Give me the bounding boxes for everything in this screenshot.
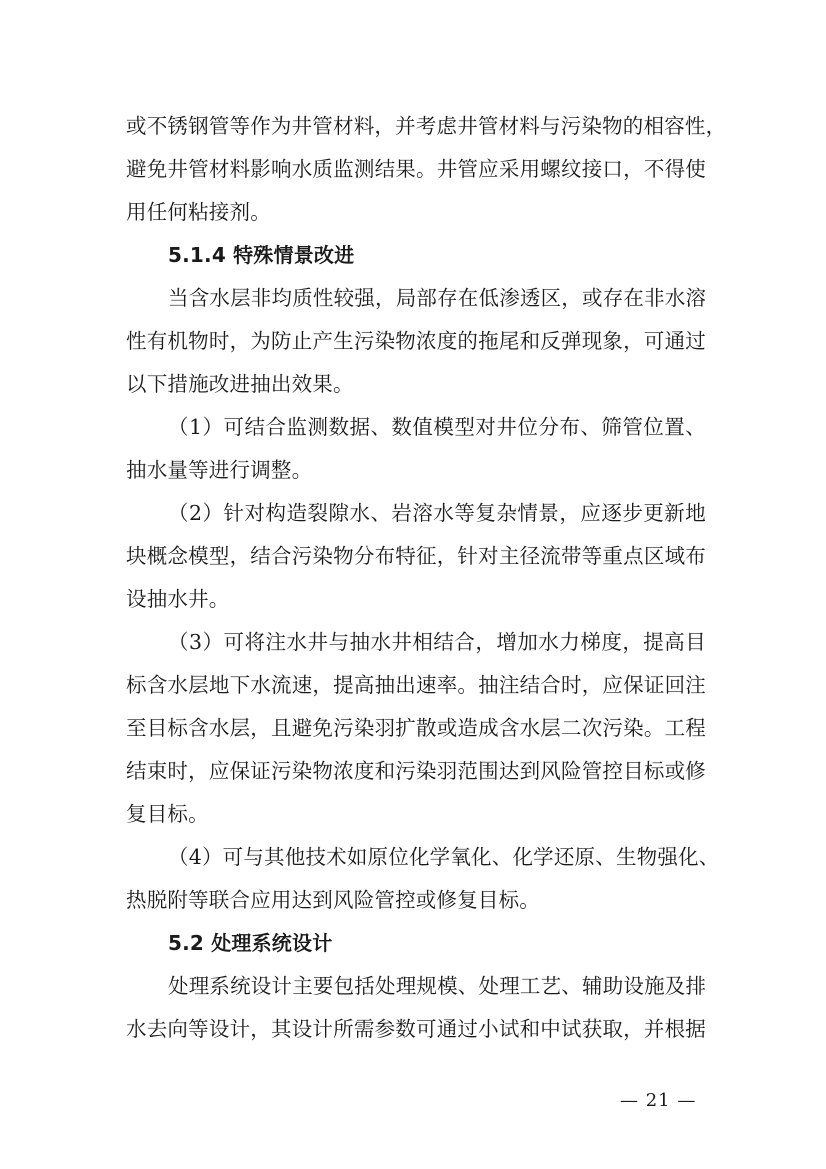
paragraph-line: 避免井管材料影响水质监测结果。井管应采用螺纹接口，不得使 [126, 157, 706, 181]
paragraph-line: 块概念模型，结合污染物分布特征，针对主径流带等重点区域布 [126, 544, 706, 568]
paragraph-line: 用任何粘接剂。 [126, 200, 271, 224]
page-number: — 21 — [620, 1090, 697, 1111]
paragraph-line: 以下措施改进抽出效果。 [126, 372, 354, 396]
paragraph-line: 水去向等设计，其设计所需参数可通过小试和中试获取，并根据 [126, 1017, 706, 1041]
paragraph-line: 抽水量等进行调整。 [126, 458, 313, 482]
paragraph-line: 热脱附等联合应用达到风险管控或修复目标。 [126, 888, 540, 912]
paragraph-line: 当含水层非均质性较强，局部存在低渗透区，或存在非水溶 [168, 286, 707, 310]
section-heading-5-2: 5.2 处理系统设计 [168, 931, 333, 955]
list-item-2: （2）针对构造裂隙水、岩溶水等复杂情景，应逐步更新地 [168, 501, 706, 525]
paragraph-line: 至目标含水层，且避免污染羽扩散或造成含水层二次污染。工程 [126, 716, 706, 740]
paragraph-line: 结束时，应保证污染物浓度和污染羽范围达到风险管控目标或修 [126, 759, 706, 783]
list-item-1: （1）可结合监测数据、数值模型对井位分布、筛管位置、 [168, 415, 706, 439]
section-heading-5-1-4: 5.1.4 特殊情景改进 [168, 243, 355, 267]
list-item-3: （3）可将注水井与抽水井相结合，增加水力梯度，提高目 [168, 630, 706, 654]
paragraph-line: 或不锈钢管等作为井管材料，并考虑井管材料与污染物的相容性， [126, 114, 727, 138]
paragraph-line: 标含水层地下水流速，提高抽出速率。抽注结合时，应保证回注 [126, 673, 706, 697]
paragraph-line: 设抽水井。 [126, 587, 230, 611]
paragraph-line: 复目标。 [126, 802, 209, 826]
list-item-4: （4）可与其他技术如原位化学氧化、化学还原、生物强化、 [168, 845, 720, 869]
paragraph-line: 处理系统设计主要包括处理规模、处理工艺、辅助设施及排 [168, 974, 707, 998]
paragraph-line: 性有机物时，为防止产生污染物浓度的拖尾和反弹现象，可通过 [126, 329, 706, 353]
